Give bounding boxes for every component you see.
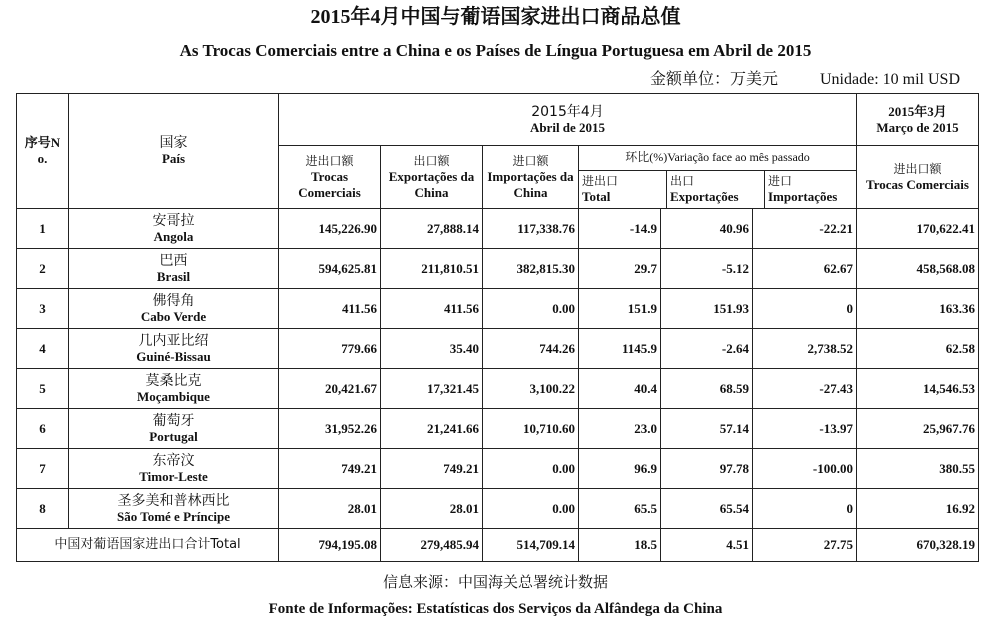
prev-month-value: 16.92 <box>857 489 979 529</box>
table-row <box>17 449 979 489</box>
total-value: 145,226.90 <box>279 209 381 249</box>
table-row <box>17 489 979 529</box>
country-cell: 巴西 Brasil <box>69 249 279 289</box>
change-export: 97.78 <box>661 449 753 489</box>
change-import: -100.00 <box>753 449 857 489</box>
import-value: 382,815.30 <box>483 249 579 289</box>
prev-month-value: 458,568.08 <box>857 249 979 289</box>
page-title: 2015年4月中国与葡语国家进出口商品总值 <box>310 6 681 28</box>
country-cell: 安哥拉 Angola <box>69 209 279 249</box>
import-value: 117,338.76 <box>483 209 579 249</box>
import-value: 3,100.22 <box>483 369 579 409</box>
change-total: 96.9 <box>579 449 661 489</box>
total-value: 28.01 <box>279 489 381 529</box>
header-change: 环比(%)Variação face ao mês passado 进出口 Total 出口 Exportações 进口 Importações <box>579 146 857 209</box>
export-value: 28.01 <box>381 489 483 529</box>
header-prev-total: 进出口额 Trocas Comerciais <box>857 146 979 209</box>
export-value: 749.21 <box>381 449 483 489</box>
prev-month-value: 14,546.53 <box>857 369 979 409</box>
change-import: -13.97 <box>753 409 857 449</box>
total-value: 594,625.81 <box>279 249 381 289</box>
row-number: 2 <box>17 249 69 289</box>
import-value: 10,710.60 <box>483 409 579 449</box>
change-export: 40.96 <box>661 209 753 249</box>
change-total: 40.4 <box>579 369 661 409</box>
table-row <box>17 329 979 369</box>
import-value: 0.00 <box>483 489 579 529</box>
total-value: 20,421.67 <box>279 369 381 409</box>
table-row <box>17 369 979 409</box>
totals-row: 中国对葡语国家进出口合计Total 794,195.08 279,485.94 514,709.14 18.5 4.51 27.75 670,328.19 <box>17 529 979 562</box>
header-imports: 进口额 Importações da China <box>483 146 579 209</box>
change-total: 23.0 <box>579 409 661 449</box>
change-export: 65.54 <box>661 489 753 529</box>
total-value: 411.56 <box>279 289 381 329</box>
import-value: 0.00 <box>483 449 579 489</box>
row-number: 4 <box>17 329 69 369</box>
prev-month-value: 380.55 <box>857 449 979 489</box>
total-value: 749.21 <box>279 449 381 489</box>
country-cell: 莫桑比克 Moçambique <box>69 369 279 409</box>
country-cell: 几内亚比绍 Guiné-Bissau <box>69 329 279 369</box>
prev-month-value: 170,622.41 <box>857 209 979 249</box>
change-export: -5.12 <box>661 249 753 289</box>
total-value: 779.66 <box>279 329 381 369</box>
change-total: 151.9 <box>579 289 661 329</box>
export-value: 17,321.45 <box>381 369 483 409</box>
change-total: 1145.9 <box>579 329 661 369</box>
export-value: 21,241.66 <box>381 409 483 449</box>
table-row <box>17 289 979 329</box>
prev-month-value: 163.36 <box>857 289 979 329</box>
table-row <box>17 409 979 449</box>
export-value: 35.40 <box>381 329 483 369</box>
import-value: 744.26 <box>483 329 579 369</box>
change-import: -27.43 <box>753 369 857 409</box>
change-import: 0 <box>753 289 857 329</box>
export-value: 411.56 <box>381 289 483 329</box>
country-cell: 佛得角 Cabo Verde <box>69 289 279 329</box>
change-export: 68.59 <box>661 369 753 409</box>
change-import: -22.21 <box>753 209 857 249</box>
table-row <box>17 209 979 249</box>
country-cell: 东帝汶 Timor-Leste <box>69 449 279 489</box>
source-note-pt: Fonte de Informações: Estatísticas dos Serviços da Alfândega da China <box>268 601 723 617</box>
header-prev-month: 2015年3月 Março de 2015 <box>857 94 979 146</box>
row-number: 7 <box>17 449 69 489</box>
prev-month-value: 62.58 <box>857 329 979 369</box>
change-export: 57.14 <box>661 409 753 449</box>
table-row <box>17 249 979 289</box>
row-number: 3 <box>17 289 69 329</box>
header-seq: 序号N o. <box>17 94 69 209</box>
change-import: 0 <box>753 489 857 529</box>
change-import: 2,738.52 <box>753 329 857 369</box>
country-cell: 葡萄牙 Portugal <box>69 409 279 449</box>
row-number: 8 <box>17 489 69 529</box>
source-note-zh: 信息来源：中国海关总署统计数据 <box>382 573 608 591</box>
import-value: 0.00 <box>483 289 579 329</box>
row-number: 6 <box>17 409 69 449</box>
change-total: -14.9 <box>579 209 661 249</box>
page-subtitle: As Trocas Comerciais entre a China e os Países de Língua Portuguesa em Abril de 2015 <box>179 41 812 60</box>
prev-month-value: 25,967.76 <box>857 409 979 449</box>
row-number: 5 <box>17 369 69 409</box>
export-value: 27,888.14 <box>381 209 483 249</box>
header-month: 2015年4月 Abril de 2015 <box>279 94 857 146</box>
header-total: 进出口额 Trocas Comerciais <box>279 146 381 209</box>
country-cell: 圣多美和普林西比 São Tomé e Príncipe <box>69 489 279 529</box>
unit-label-pt: Unidade: 10 mil USD <box>820 71 960 88</box>
row-number: 1 <box>17 209 69 249</box>
trade-table <box>16 93 979 562</box>
change-import: 62.67 <box>753 249 857 289</box>
change-export: 151.93 <box>661 289 753 329</box>
change-total: 65.5 <box>579 489 661 529</box>
header-country: 国家 País <box>69 94 279 209</box>
change-export: -2.64 <box>661 329 753 369</box>
total-value: 31,952.26 <box>279 409 381 449</box>
unit-label-zh: 金额单位：万美元 <box>650 71 779 88</box>
header-exports: 出口额 Exportações da China <box>381 146 483 209</box>
export-value: 211,810.51 <box>381 249 483 289</box>
change-total: 29.7 <box>579 249 661 289</box>
